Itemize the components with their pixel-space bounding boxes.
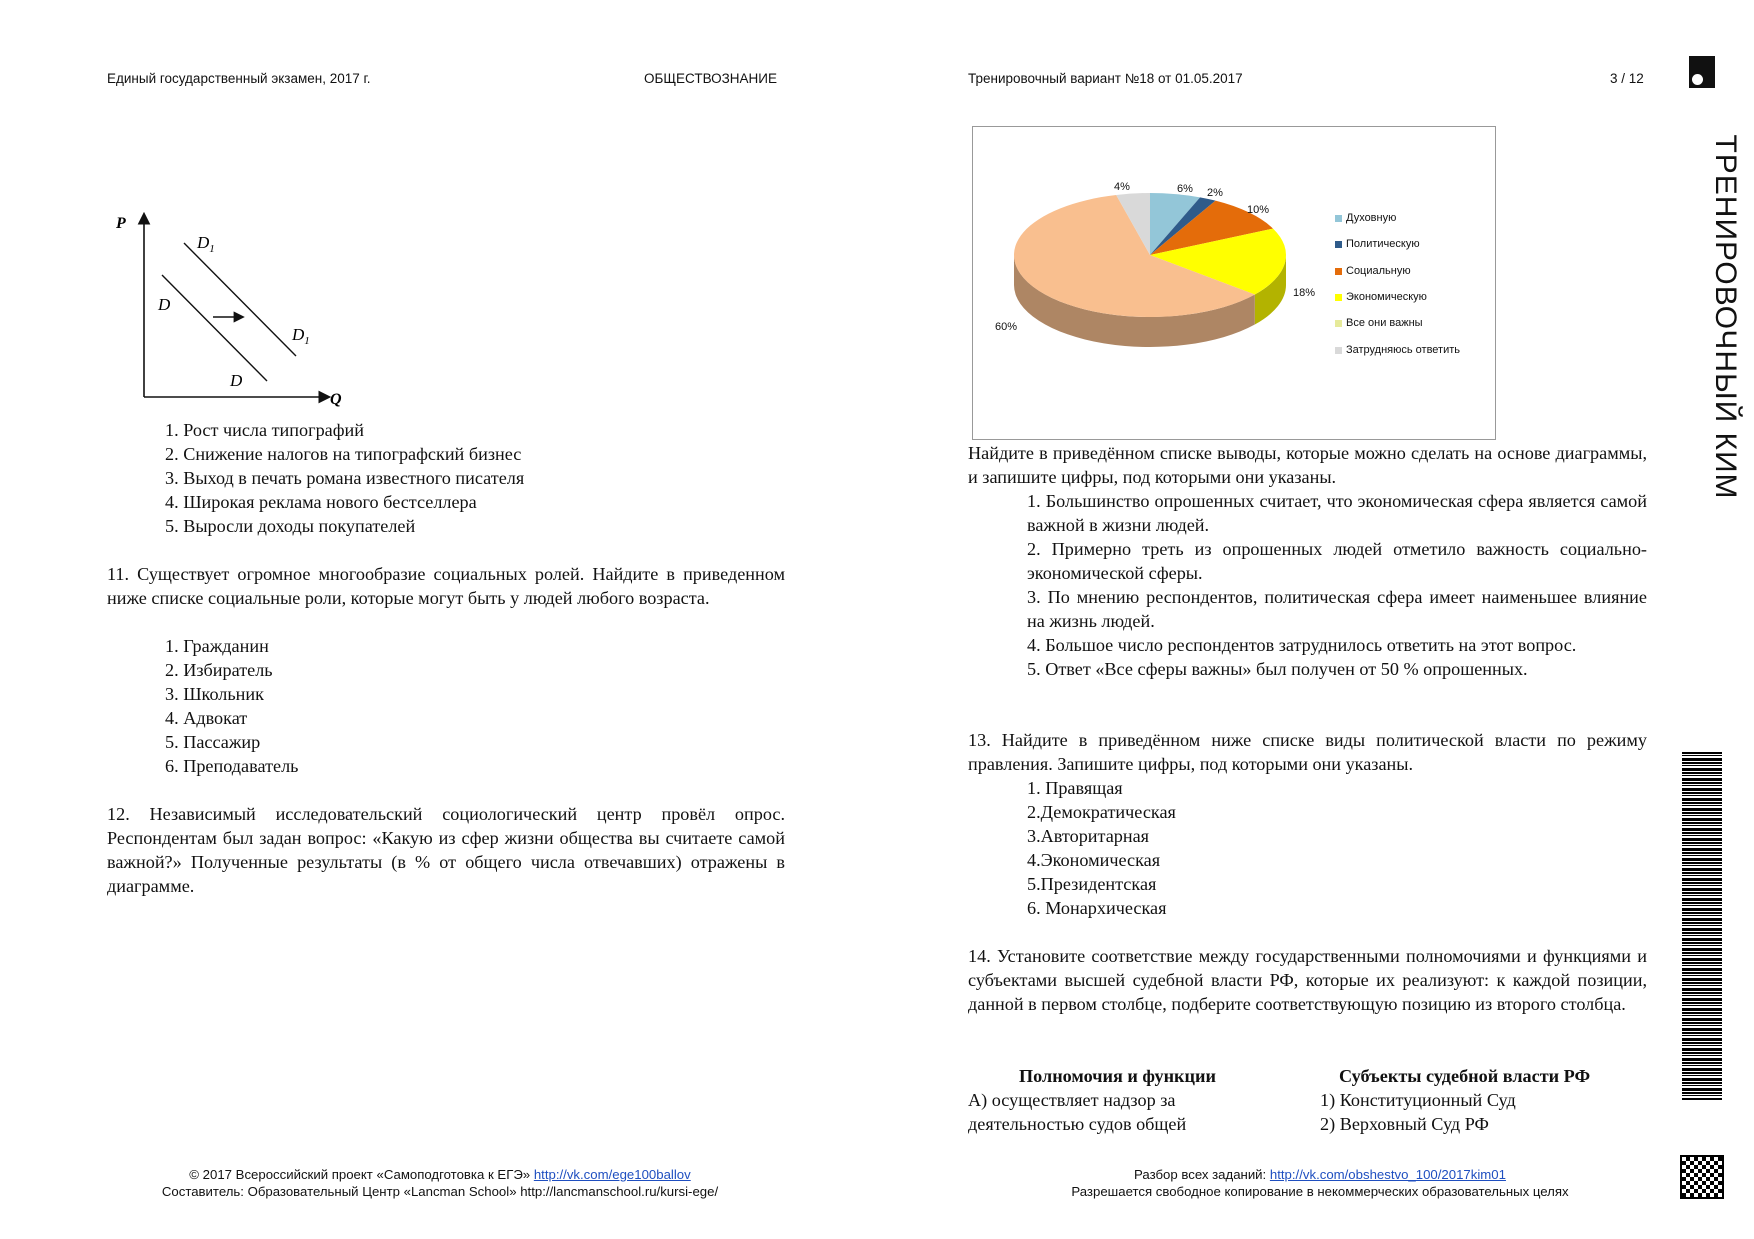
list-item: 4.Экономическая [1027, 850, 1161, 870]
list-item: 1. Правящая [1027, 778, 1123, 798]
q13-text: 13. Найдите в приведённом ниже списке виды политической власти по режиму правления. Запишите цифры, под которыми они указаны. [968, 730, 1647, 774]
q14-col1 [968, 1088, 1186, 1136]
pie-label: 60% [995, 321, 1018, 333]
qr-code-icon [1680, 1155, 1724, 1199]
p-label: P [116, 215, 126, 232]
q11-text: 11. Существует огромное многообразие социальных ролей. Найдите в приведенном ниже списке социальные роли, которые могут быть у людей любого возраста. [107, 564, 785, 608]
q12-text: 12. Независимый исследовательский социологический центр провёл опрос. Респондентам был задан вопрос: «Какую из сфер жизни общества вы считаете самой важной?» Полученные результаты (в % от общего числа отвечавших) отражены в диаграмме. [107, 804, 785, 896]
q13-list [1027, 776, 1627, 920]
legend-item: Социальную [1335, 265, 1411, 277]
q14-col2 [1320, 1088, 1516, 1136]
list-item: 1. Рост числа типографий [165, 420, 364, 440]
pie-label: 6% [1177, 183, 1193, 195]
demand-shift-graph [100, 200, 360, 410]
list-item: 6. Преподаватель [165, 756, 299, 776]
q12-list [1027, 489, 1647, 681]
list-item: 3. По мнению респондентов, политическая сфера имеет наименьшее влияние на жизнь людей. [1027, 587, 1647, 631]
list-item: 2. Примерно треть из опрошенных людей отметило важность социально-экономической сферы. [1027, 539, 1647, 583]
d1-label: $D_1$ [292, 325, 310, 347]
table-cell: деятельностью судов общей [968, 1114, 1187, 1134]
q14-col2-header: Субъекты судебной власти РФ [1339, 1066, 1591, 1086]
demand-curve-d [162, 275, 267, 381]
table-cell: А) осуществляет надзор за [968, 1090, 1176, 1110]
header-page-number: 3 / 12 [1610, 71, 1644, 86]
list-item: 4. Большое число респондентов затруднилось ответить на этот вопрос. [1027, 635, 1577, 655]
q12-task: Найдите в приведённом списке выводы, которые можно сделать на основе диаграммы, и запишите цифры, под которыми они указаны. [968, 443, 1647, 487]
list-item: 4. Адвокат [165, 708, 248, 728]
list-item: 2. Снижение налогов на типографский бизнес [165, 444, 522, 464]
list-item: 5. Пассажир [165, 732, 261, 752]
pie-label: 2% [1207, 187, 1223, 199]
footer-link-analysis[interactable]: http://vk.com/obshestvo_100/2017kim01 [1269, 1167, 1506, 1182]
header-exam: Единый государственный экзамен, 2017 г. [107, 71, 371, 86]
q-label: Q [330, 391, 342, 408]
footer-right [1000, 1166, 1640, 1200]
list-item: 3.Авторитарная [1027, 826, 1150, 846]
demand-curve-d1 [184, 243, 296, 356]
legend-item: Затрудняюсь ответить [1335, 344, 1460, 356]
side-label: ТРЕНИРОВОЧНЫЙ КИМ [1709, 134, 1742, 500]
list-item: 1. Гражданин [165, 636, 269, 656]
q10-list [165, 418, 765, 538]
footer-link-vk[interactable]: http://vk.com/ege100ballov [533, 1167, 691, 1182]
logo-icon [1689, 56, 1715, 88]
footer-copyright: © 2017 Всероссийский проект «Самоподготовка к ЕГЭ» [189, 1167, 531, 1182]
d-label: D [230, 371, 243, 390]
list-item: 4. Широкая реклама нового бестселлера [165, 492, 477, 512]
header-subject: ОБЩЕСТВОЗНАНИЕ [644, 71, 777, 86]
table-cell: 2) Верховный Суд РФ [1320, 1114, 1489, 1134]
list-item: 3. Школьник [165, 684, 264, 704]
table-cell: 1) Конституционный Суд [1320, 1090, 1516, 1110]
legend-item: Политическую [1335, 238, 1420, 250]
list-item: 1. Большинство опрошенных считает, что экономическая сфера является самой важной в жизни людей. [1027, 491, 1647, 535]
pie-chart [972, 126, 1496, 440]
list-item: 6. Монархическая [1027, 898, 1167, 918]
list-item: 2.Демократическая [1027, 802, 1176, 822]
list-item: 3. Выход в печать романа известного писателя [165, 468, 525, 488]
pie-label: 4% [1114, 181, 1130, 193]
legend-item: Экономическую [1335, 291, 1427, 303]
q14-text: 14. Установите соответствие между государственными полномочиями и функциями и субъектами высшей судебной власти РФ, которые их реализуют: к каждой позиции, данной в первом столбце, подберите соответствующую позицию из второго столбца. [968, 946, 1647, 1014]
pie-label: 18% [1293, 287, 1316, 299]
barcode-icon [1682, 752, 1722, 1100]
legend-item: Духовную [1335, 212, 1396, 224]
footer-author: Составитель: Образовательный Центр «Lancman School» http://lancmanschool.ru/kursi-ege/ [161, 1184, 719, 1199]
footer-left [100, 1166, 780, 1200]
q11-list [165, 634, 765, 778]
list-item: 2. Избиратель [165, 660, 273, 680]
footer-license: Разрешается свободное копирование в некоммерческих образовательных целях [1071, 1184, 1569, 1199]
d-label: D [158, 295, 171, 314]
list-item: 5. Ответ «Все сферы важны» был получен от 50 % опрошенных. [1027, 659, 1528, 679]
header-variant: Тренировочный вариант №18 от 01.05.2017 [968, 71, 1243, 86]
list-item: 5.Президентская [1027, 874, 1157, 894]
q14-col1-header: Полномочия и функции [1019, 1066, 1216, 1086]
legend-item: Все они важны [1335, 317, 1423, 329]
pie-label: 10% [1247, 204, 1270, 216]
footer-analysis: Разбор всех заданий: [1134, 1167, 1267, 1182]
list-item: 5. Выросли доходы покупателей [165, 516, 416, 536]
d1-label: $D_1$ [197, 233, 215, 255]
